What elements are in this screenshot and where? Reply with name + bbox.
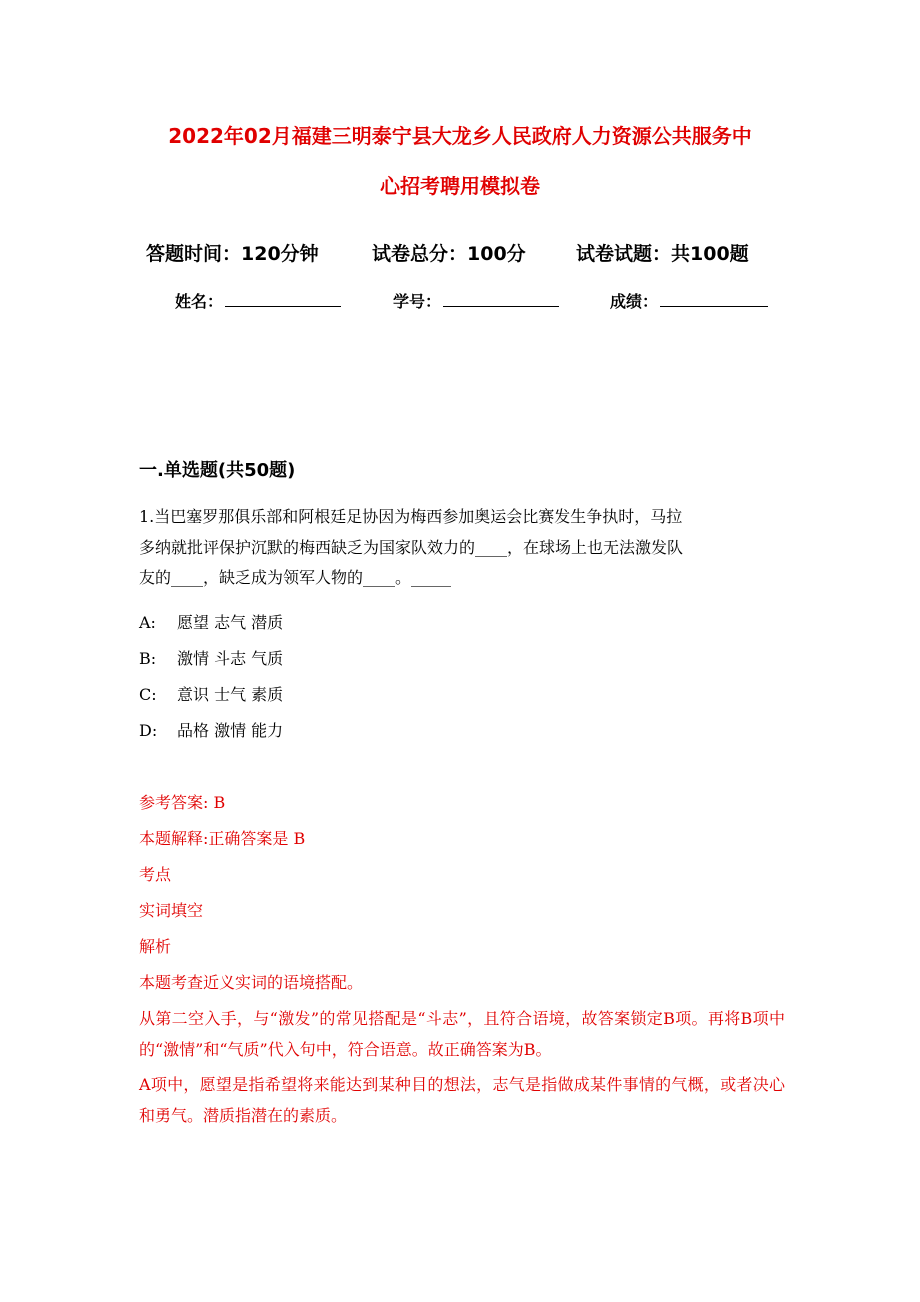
question-stem: [139, 502, 789, 594]
exam-time: 答题时间：120分钟: [146, 243, 319, 265]
analysis-label: 解析: [139, 937, 172, 956]
name-blank: [225, 290, 341, 307]
option-a: [139, 608, 789, 644]
exam-meta-row: [146, 241, 786, 267]
option-d: [139, 716, 789, 752]
option-text: 愿望 志气 潜质: [177, 613, 284, 632]
question-line-3: 友的____，缺乏成为领军人物的____。_____: [139, 568, 452, 587]
exam-total-score: 试卷总分：100分: [372, 243, 526, 265]
reference-answer: 参考答案: B: [139, 793, 226, 812]
question-line-1: 1.当巴塞罗那俱乐部和阿根廷足协因为梅西参加奥运会比赛发生争执时，马拉: [139, 507, 683, 526]
option-c: [139, 680, 789, 716]
answer-explanation: [139, 788, 785, 1136]
student-id-field: [393, 290, 559, 314]
option-text: 品格 激情 能力: [177, 721, 284, 740]
kaodian-value: 实词填空: [139, 901, 204, 920]
option-letter: A:: [139, 613, 156, 632]
analysis-paragraph-2: A项中，愿望是指希望将来能达到某种目的想法，志气是指做成某件事情的气概，或者决心和勇气。潜质指潜在的素质。: [139, 1075, 785, 1125]
score-blank: [660, 290, 768, 307]
option-text: 激情 斗志 气质: [177, 649, 284, 668]
question-line-2: 多纳就批评保护沉默的梅西缺乏为国家队效力的____，在球场上也无法激发队: [139, 537, 684, 557]
option-letter: C:: [139, 685, 157, 704]
exam-question-count: 试卷试题：共100题: [576, 243, 749, 265]
analysis-intro: 本题考查近义实词的语境搭配。: [139, 973, 364, 992]
name-label: 姓名：: [175, 292, 224, 311]
option-text: 意识 士气 素质: [177, 685, 284, 704]
document-title-line-2: 心招考聘用模拟卷: [380, 174, 540, 198]
analysis-paragraph-1: 从第二空入手，与“激发”的常见搭配是“斗志”，且符合语境，故答案锁定B项。再将B项中的“激情”和“气质”代入句中，符合语意。故正确答案为B。: [139, 1009, 785, 1059]
student-fields-row: [175, 290, 785, 314]
score-label: 成绩：: [610, 292, 659, 311]
student-id-blank: [443, 290, 559, 307]
name-field: [175, 290, 341, 314]
explanation-line: 本题解释:正确答案是 B: [139, 829, 306, 848]
option-letter: B:: [139, 649, 157, 668]
option-b: [139, 644, 789, 680]
section-heading: 一.单选题(共50题): [139, 460, 296, 481]
option-letter: D:: [139, 721, 158, 740]
student-id-label: 学号：: [393, 292, 442, 311]
kaodian-label: 考点: [139, 865, 172, 884]
score-field: [610, 290, 768, 314]
answer-options: [139, 608, 789, 752]
document-title-line-1: 2022年02月福建三明泰宁县大龙乡人民政府人力资源公共服务中: [168, 124, 752, 148]
